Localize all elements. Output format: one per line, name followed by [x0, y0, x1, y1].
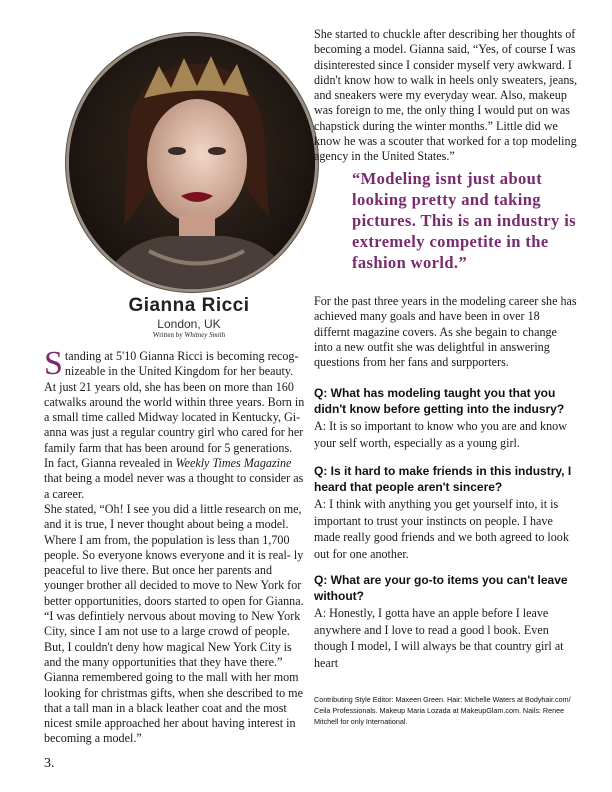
body-paragraph-6: For the past three years in the modeling career she has achieved many goals and have been in over 18 differnt magazine covers. As she begain to change into a new outfit she was delightful in answering questions from her fans and surpporters.	[314, 294, 577, 370]
pull-quote: “Modeling isnt just about looking pretty and taking pictures. This is an industry is extremely competite in the fashion world.”	[352, 169, 577, 272]
answer: A: I think with anything you get yourself into, it is important to trust your instincts on people. I have made really good friends and we both agreed to look out for one another.	[314, 497, 569, 561]
intro-text: tanding at 5'10 Gianna Ricci is becoming recog- nizeable in the United Kingdom for her beauty. At just 21 years old, she has been on more than 160 catwalks around the world within three years. Born in a small time called Midway located in Kentucky, Gi- anna was just a regular country girl who cared for her family farm that has been around for 5 generations.	[44, 349, 305, 455]
body-paragraph-3: “I was defintiely nervous about moving to New York City, since I am not use to a large crowd of people. But, I couldn't deny how magical New York City is and the many opportunities that they have there.”	[44, 609, 301, 669]
model-portrait	[66, 33, 318, 292]
body-paragraph-5: She started to chuckle after describing her thoughts of becoming a model. Gianna said, “Yes, of course I was disinterested since I consider myself very awkward. I didn't know how to walk in heels only sweaters, jeans, and sneakers were my everyday wear. Also, makeup was foreign to me, the only thing I would put on was chapstick during the winter months.” Little did we know he was a scouter that worked for a top modeling agency in the United States.”	[314, 27, 578, 164]
body-paragraph-2: She stated, “Oh! I see you did a little research on me, and it is true, I never thought about being a model. Where I am from, the population is less than 1,700 people. So everyone knows everyone and it is real- ly peaceful to live there. But once her parents and younger brother all decided to move to New York for better opportunities, doors started to open for Gianna.	[44, 501, 304, 608]
intro-paragraph	[44, 345, 306, 456]
answer: A: It is so important to know who you are and know your self worth, especially as a young girl.	[314, 419, 567, 450]
article-left-column	[44, 345, 306, 747]
byline-author: Whitney Smith	[184, 331, 226, 339]
qa-block	[314, 386, 580, 451]
answer: A: Honestly, I gotta have an apple before I leave anywhere and I love to read a good l book. Even though I model, I will always be that country girl at heart	[314, 606, 564, 670]
magazine-name: Weekly Times Magazine	[175, 456, 292, 471]
magazine-tail: that being a model never was a thought to consider as a career.	[44, 471, 304, 501]
qa-block	[314, 573, 580, 671]
question: Q: Is it hard to make friends in this industry, I heard that people aren't sincere?	[314, 464, 572, 494]
article-right-column	[314, 27, 578, 165]
byline-prefix: Written by	[152, 331, 185, 339]
drop-cap: S	[44, 345, 63, 382]
question: Q: What has modeling taught you that you didn't know before getting into the indusry?	[314, 386, 565, 416]
byline	[60, 331, 318, 339]
article-right-column-lower	[314, 294, 578, 370]
magazine-paragraph	[44, 456, 306, 502]
photo-credits: Contributing Style Editor: Maxeen Green. Hair: Michelle Waters at Bodyhair.com/ Ceila Professionals. Makeup Maria Lozada at MakeupGlam.com. Nails: Renee Mitchell for only International.	[314, 695, 571, 726]
question: Q: What are your go-to items you can't leave without?	[314, 573, 568, 603]
model-name: Gianna Ricci	[128, 295, 250, 316]
body-paragraph-4: Gianna remembered going to the mall with her mom looking for christmas gifts, when she described to me that a tall man in a black leather coat and the most nicest smile approached her about having interest in becoming a model.”	[44, 670, 303, 746]
qa-block	[314, 464, 580, 562]
page-number: 3.	[44, 756, 55, 771]
magazine-lead: In fact, Gianna revealed in	[44, 456, 176, 471]
model-location: London, UK	[157, 317, 221, 331]
